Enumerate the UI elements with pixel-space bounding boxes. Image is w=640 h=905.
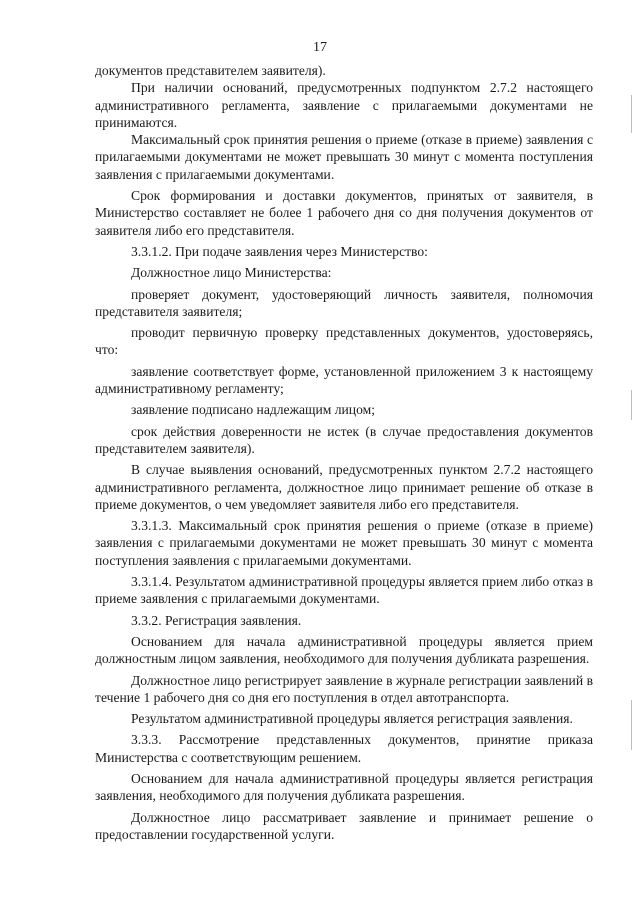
paragraph: Основанием для начала административной процедуры является прием должностным лицом заявления, необходимого для получения дубликата разрешения. xyxy=(95,633,593,667)
paragraph: В случае выявления оснований, предусмотренных пунктом 2.7.2 настоящего административного регламента, должностное лицо принимает решение об отказе в приеме документов, о чем уведомляет заявителя либо его представителя. xyxy=(95,462,593,512)
paragraph: Основанием для начала административной процедуры является регистрация заявления, необходимого для получения дубликата разрешения. xyxy=(95,770,593,804)
paragraph: проводит первичную проверку представленных документов, удостоверяясь, что: xyxy=(95,325,593,358)
paragraph: Должностное лицо регистрирует заявление в журнале регистрации заявлений в течение 1 рабочего дня со дня его поступления в отдел автотранспорта. xyxy=(95,672,593,705)
paragraph: 3.3.2. Регистрация заявления. xyxy=(131,612,302,628)
paragraph: 3.3.3. Рассмотрение представленных документов, принятие приказа Министерства с соответствующим решением. xyxy=(95,732,593,765)
paragraph: Должностное лицо Министерства: xyxy=(131,265,332,281)
paragraph: срок действия доверенности не истек (в случае предоставления документов представителем заявителя). xyxy=(95,423,593,456)
paragraph: Срок формирования и доставки документов, принятых от заявителя, в Министерство составляет не более 1 рабочего дня со дня получения документов от заявителя либо его представителя. xyxy=(95,188,593,238)
paragraph: При наличии оснований, предусмотренных подпунктом 2.7.2 настоящего административного регламента, заявление с прилагаемыми документами не принимаются. xyxy=(95,80,593,130)
paragraph: заявление подписано надлежащим лицом; xyxy=(131,402,376,418)
document-body xyxy=(95,62,593,847)
paragraph: Результатом административной процедуры является регистрация заявления. xyxy=(131,711,573,727)
paragraph: 3.3.1.2. При подаче заявления через Министерство: xyxy=(131,243,428,259)
paragraph: 3.3.1.3. Максимальный срок принятия решения о приеме (отказе в приеме) заявления с прилагаемыми документами не может превышать 30 минут с момента поступления заявления с прилагаемыми документами. xyxy=(95,518,593,568)
paragraph: заявление соответствует форме, установленной приложением 3 к настоящему административному регламенту; xyxy=(95,363,593,397)
paragraph: проверяет документ, удостоверяющий личность заявителя, полномочия представителя заявителя; xyxy=(95,286,593,319)
scan-edge-mark xyxy=(631,390,632,420)
page-number: 17 xyxy=(313,40,327,55)
paragraph: Максимальный срок принятия решения о приеме (отказе в приеме) заявления с прилагаемыми документами не может превышать 30 минут с момента поступления заявления с прилагаемыми документами. xyxy=(95,132,593,182)
paragraph: Должностное лицо рассматривает заявление и принимает решение о предоставлении государственной услуги. xyxy=(95,809,593,842)
paragraph: 3.3.1.4. Результатом административной процедуры является прием либо отказ в приеме заявления с прилагаемыми документами. xyxy=(95,574,593,607)
paragraph: документов представителем заявителя). xyxy=(95,63,326,78)
scan-edge-mark xyxy=(631,700,632,750)
scan-edge-mark xyxy=(631,95,632,133)
